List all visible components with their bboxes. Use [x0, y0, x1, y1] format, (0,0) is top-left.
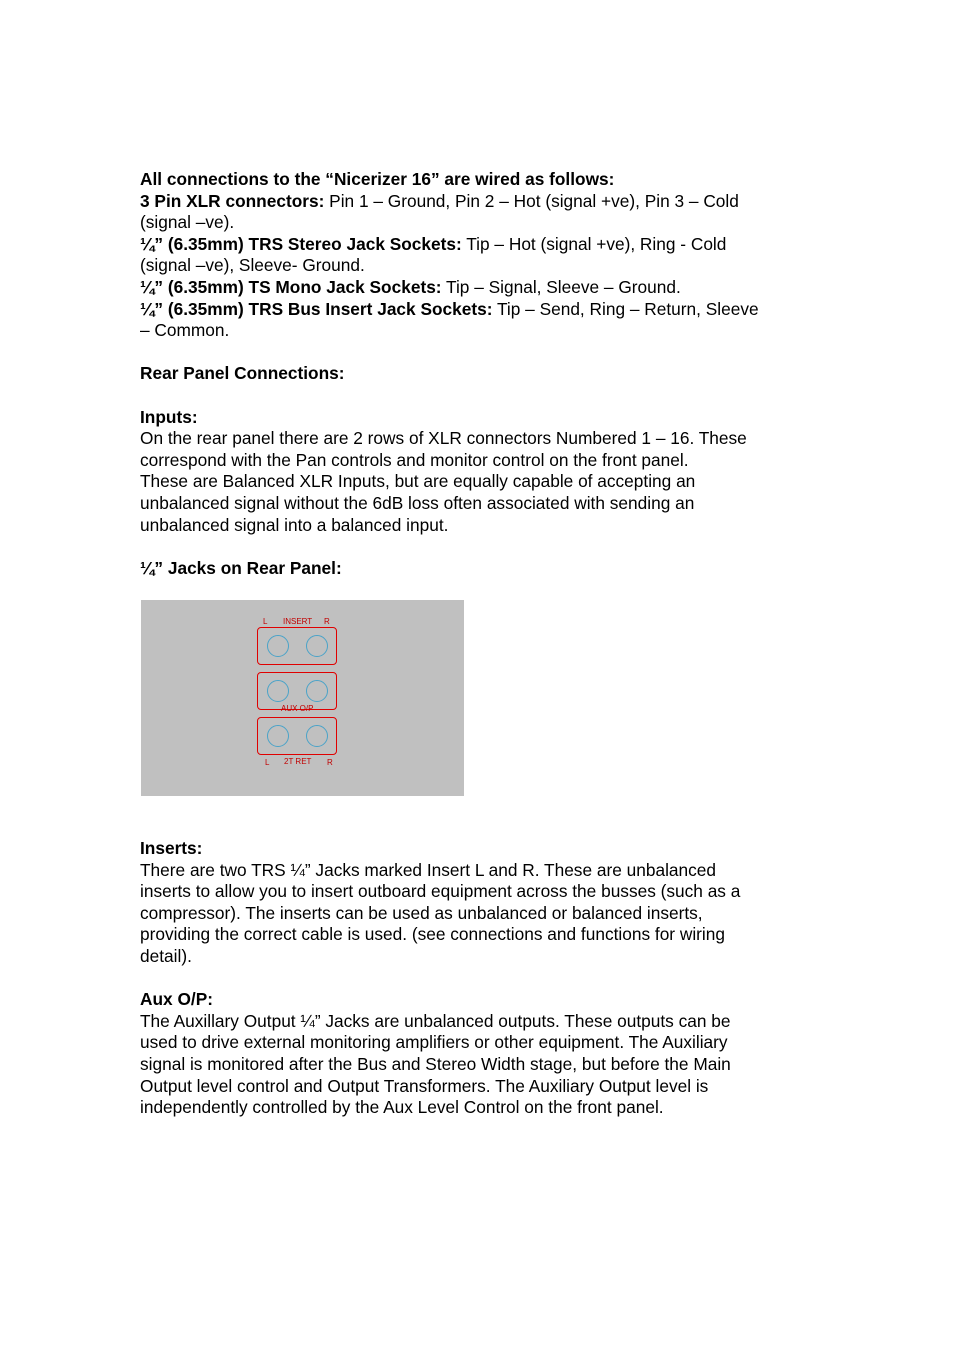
insert-r-socket [306, 635, 328, 657]
insert-label: INSERT [283, 617, 313, 626]
document-body-top [140, 169, 830, 579]
xlr-text-2: (signal –ve). [140, 212, 235, 233]
insert-r-label: R [324, 617, 330, 626]
inputs-line: These are Balanced XLR Inputs, but are equally capable of accepting an [140, 471, 696, 492]
bus-text-1: Tip – Send, Ring – Return, Sleeve [492, 298, 759, 319]
ret-l-label: L [265, 758, 270, 767]
inserts-line: detail). [140, 945, 192, 966]
trs-label: ¼” (6.35mm) TRS Stereo Jack Sockets: [140, 233, 462, 254]
ret-r-label: R [327, 758, 333, 767]
xlr-text-1: Pin 1 – Ground, Pin 2 – Hot (signal +ve), Pin 3 – Cold [324, 190, 739, 211]
ret-label: 2T RET [284, 757, 312, 766]
inputs-line: correspond with the Pan controls and monitor control on the front panel. [140, 449, 689, 470]
aux-line: The Auxillary Output ¼” Jacks are unbalanced outputs. These outputs can be [140, 1010, 731, 1031]
insert-l-socket [267, 635, 289, 657]
bus-label: ¼” (6.35mm) TRS Bus Insert Jack Sockets: [140, 298, 493, 319]
intro-heading: All connections to the “Nicerizer 16” are wired as follows: [140, 169, 615, 189]
ret-r-socket [306, 725, 328, 747]
inputs-line: unbalanced signal without the 6dB loss often associated with sending an [140, 492, 695, 513]
trs-line-1 [140, 234, 830, 256]
trs-text-2: (signal –ve), Sleeve- Ground. [140, 255, 365, 276]
ts-line [140, 277, 830, 299]
inputs-line: On the rear panel there are 2 rows of XLR connectors Numbered 1 – 16. These [140, 428, 747, 449]
rear-panel-diagram [141, 600, 464, 796]
inserts-line: providing the correct cable is used. (see connections and functions for wiring [140, 924, 725, 945]
ret-jack-pair [257, 717, 337, 755]
xlr-line-1 [140, 191, 830, 213]
aux-l-socket [267, 680, 289, 702]
inserts-line: compressor). The inserts can be used as unbalanced or balanced inserts, [140, 902, 703, 923]
xlr-label: 3 Pin XLR connectors: [140, 190, 325, 211]
aux-line: independently controlled by the Aux Level Control on the front panel. [140, 1097, 664, 1118]
aux-line: Output level control and Output Transformers. The Auxiliary Output level is [140, 1075, 709, 1096]
aux-line: signal is monitored after the Bus and Stereo Width stage, but before the Main [140, 1053, 731, 1074]
bus-text-2: – Common. [140, 320, 230, 341]
aux-line: used to drive external monitoring amplifiers or other equipment. The Auxiliary [140, 1032, 728, 1053]
bus-line-1 [140, 299, 830, 321]
insert-l-label: L [263, 617, 268, 626]
aux-label: AUX O/P [281, 704, 314, 713]
trs-text-1: Tip – Hot (signal +ve), Ring - Cold [461, 233, 727, 254]
inserts-heading: Inserts: [140, 838, 203, 858]
jacks-heading: ¼” Jacks on Rear Panel: [140, 557, 342, 578]
ts-label: ¼” (6.35mm) TS Mono Jack Sockets: [140, 276, 442, 297]
insert-jack-pair [257, 627, 337, 665]
aux-r-socket [306, 680, 328, 702]
inserts-line: inserts to allow you to insert outboard equipment across the busses (such as a [140, 881, 741, 902]
aux-heading: Aux O/P: [140, 989, 213, 1010]
ts-text: Tip – Signal, Sleeve – Ground. [441, 276, 681, 297]
ret-l-socket [267, 725, 289, 747]
inputs-heading: Inputs: [140, 406, 198, 427]
inputs-line: unbalanced signal into a balanced input. [140, 514, 449, 535]
document-body-bottom [140, 838, 830, 1119]
inserts-line: There are two TRS ¼” Jacks marked Insert L and R. These are unbalanced [140, 859, 717, 880]
rear-heading: Rear Panel Connections: [140, 363, 345, 384]
